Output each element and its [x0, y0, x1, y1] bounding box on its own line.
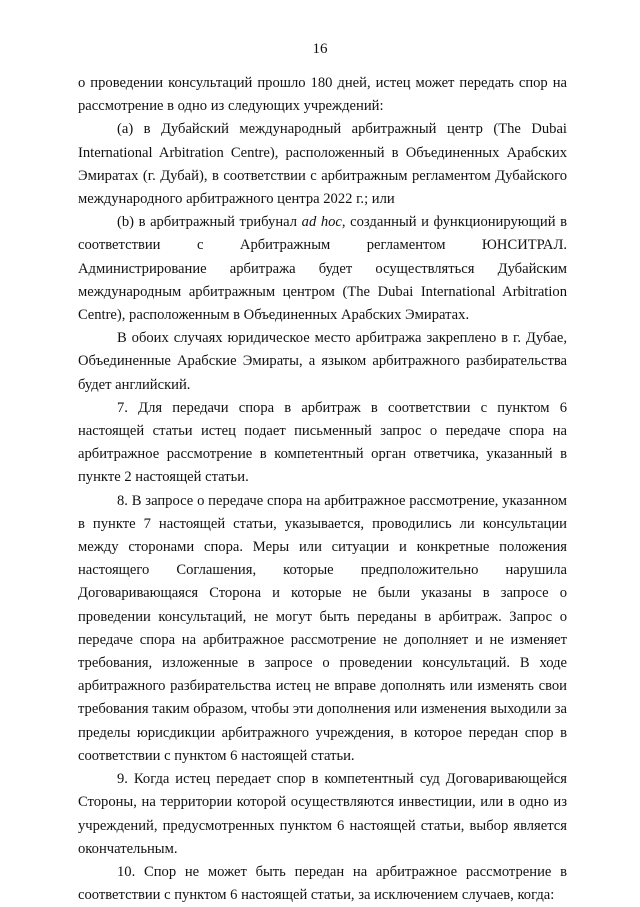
option-b-text-start: (b) в арбитражный трибунал — [117, 214, 302, 231]
paragraph-option-a: (a) в Дубайский международный арбитражный центр (The Dubai International Arbitration Centre), расположенный в Объединенных Арабских Эмиратах (г. Дубай), в соответствии с арбитражным регламентом Дубайского международного арбитражного центра 2022 г.; или — [78, 121, 567, 208]
paragraph-item-10: 10. Спор не может быть передан на арбитражное рассмотрение в соответствии с пунктом 6 настоящей статьи, за исключением случаев, когда: — [78, 863, 567, 904]
paragraph-arbitration-seat: В обоих случаях юридическое место арбитража закреплено в г. Дубае, Объединенные Арабские Эмираты, а языком арбитражного разбирательства будет английский. — [78, 330, 567, 393]
document-body — [78, 72, 567, 907]
paragraph-item-8: 8. В запросе о передаче спора на арбитражное рассмотрение, указанном в пункте 7 настоящей статьи, указывается, проводились ли консультации между сторонами спора. Меры или ситуации и конкретные положения настоящего Соглашения, которые предположительно нарушила Договаривающаяся Сторона и которые не были указаны в запросе о проведении консультаций, не могут быть переданы в арбитраж. Запрос о передаче спора на арбитражное рассмотрение не дополняет и не изменяет требования, изложенные в запросе о проведении консультаций. В ходе арбитражного разбирательства истец не вправе дополнять или изменять свои требования таким образом, чтобы эти дополнения или изменения выходили за пределы юрисдикции арбитражного учреждения, в которое передан спор в соответствии с пунктом 6 настоящей статьи. — [78, 492, 567, 764]
page-number: 16 — [312, 41, 328, 57]
paragraph-item-9: 9. Когда истец передает спор в компетентный суд Договаривающейся Стороны, на территории которой осуществляются инвестиции, или в одно из учреждений, предусмотренных пунктом 6 настоящей статьи, выбор является окончательным. — [78, 771, 567, 857]
option-b-text-end: , созданный и функционирующий в соответствии с Арбитражным регламентом ЮНСИТРАЛ. Администрирование арбитража будет осуществляться Дубайским международным арбитражным центром (The Dubai International Arbitration Centre), расположенным в Объединенных Арабских Эмиратах. — [78, 214, 567, 324]
paragraph-item-7: 7. Для передачи спора в арбитраж в соответствии с пунктом 6 настоящей статьи истец подает письменный запрос о передаче спора на арбитражное рассмотрение в компетентный орган ответчика, указанный в пункте 2 настоящей статьи. — [78, 399, 567, 486]
option-b-italic-term: ad hoc — [301, 214, 342, 231]
paragraph-continuation: о проведении консультаций прошло 180 дней, истец может передать спор на рассмотрение в одно из следующих учреждений: — [78, 75, 567, 115]
paragraph-option-b — [78, 211, 567, 327]
